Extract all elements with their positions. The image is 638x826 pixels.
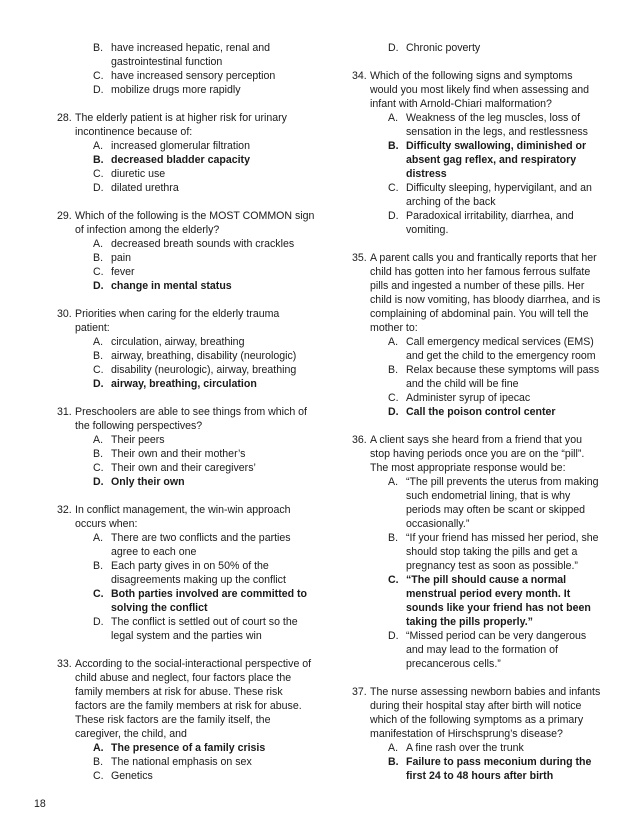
answer-option: [388, 209, 602, 237]
option-letter: D.: [93, 280, 104, 292]
question-number: 37.: [352, 686, 367, 698]
answer-option: [93, 237, 315, 251]
answer-option-correct: [93, 741, 315, 755]
option-text: circulation, airway, breathing: [111, 336, 245, 348]
question-stem: [352, 685, 602, 741]
option-text: Each party gives in on 50% of the disagreements making up the conflict: [111, 560, 286, 586]
question-text: A parent calls you and frantically reports that her child has gotten into her famous ferrous sulfate pills and ingested a number of these pills. Her child is now vomiting, has bloody diarrhea, and is complaining of abdominal pain. You will tell the mother to:: [370, 252, 601, 334]
option-text: pain: [111, 252, 132, 264]
question-block: [57, 503, 315, 643]
question-number: 32.: [57, 504, 72, 516]
answer-option: [388, 531, 602, 573]
option-text: Genetics: [111, 770, 153, 782]
answer-option: [93, 769, 315, 783]
option-text: Their peers: [111, 434, 165, 446]
option-letter: A.: [93, 434, 104, 446]
question-text: The elderly patient is at higher risk for urinary incontinence because of:: [75, 112, 287, 138]
question-block: [57, 405, 315, 489]
answer-option: [388, 475, 602, 531]
option-letter: C.: [388, 182, 399, 194]
option-letter: C.: [93, 770, 104, 782]
option-letter: A.: [388, 112, 399, 124]
answer-option: [93, 615, 315, 643]
option-text: Their own and their caregivers’: [111, 462, 256, 474]
option-text: Administer syrup of ipecac: [406, 392, 531, 404]
option-letter: B.: [93, 252, 104, 264]
answer-option: [93, 69, 315, 83]
option-letter: B.: [93, 756, 104, 768]
left-column: [57, 41, 315, 797]
option-text: There are two conflicts and the parties agree to each one: [111, 532, 291, 558]
option-text: increased glomerular filtration: [111, 140, 250, 152]
answer-option: [93, 461, 315, 475]
option-letter: B.: [93, 350, 104, 362]
option-text: The national emphasis on sex: [111, 756, 252, 768]
answer-option: [388, 181, 602, 209]
answer-option: [93, 335, 315, 349]
option-letter: A.: [388, 476, 399, 488]
answer-option: [93, 181, 315, 195]
answer-option-correct: [388, 573, 602, 629]
question-stem: [57, 503, 315, 531]
question-stem: [57, 657, 315, 741]
option-letter: D.: [93, 616, 104, 628]
question-block: [352, 69, 602, 237]
question-number: 35.: [352, 252, 367, 264]
answer-option: [93, 167, 315, 181]
question-text: Which of the following is the MOST COMMON sign of infection among the elderly?: [75, 210, 315, 236]
option-text: Difficulty swallowing, diminished or absent gag reflex, and respiratory distress: [406, 140, 587, 180]
answer-option: [93, 531, 315, 559]
option-letter: C.: [93, 462, 104, 474]
option-text: fever: [111, 266, 135, 278]
option-letter: C.: [93, 70, 104, 82]
option-text: Call the poison control center: [406, 406, 556, 418]
question-block: [57, 657, 315, 783]
option-letter: B.: [388, 140, 399, 152]
option-letter: B.: [388, 364, 399, 376]
option-text: The conflict is settled out of court so the legal system and the parties win: [111, 616, 298, 642]
answer-option-correct: [93, 475, 315, 489]
question-block: [352, 685, 602, 783]
answer-option: [93, 251, 315, 265]
answer-option: [388, 629, 602, 671]
option-letter: B.: [93, 560, 104, 572]
answer-option: [388, 111, 602, 139]
answer-option: [93, 755, 315, 769]
option-text: have increased hepatic, renal and gastrointestinal function: [111, 42, 271, 68]
answer-option: [93, 139, 315, 153]
option-letter: D.: [93, 378, 104, 390]
option-letter: B.: [93, 154, 104, 166]
option-letter: D.: [93, 84, 104, 96]
option-letter: D.: [388, 210, 399, 222]
option-text: Call emergency medical services (EMS) and get the child to the emergency room: [406, 336, 596, 362]
question-text: According to the social-interactional perspective of child abuse and neglect, four factors place the family members at risk for abuse. These risk factors are the family members at risk for abuse. These risk factors are the family itself, the caregiver, the child, and: [75, 658, 312, 740]
question-stem: [352, 251, 602, 335]
question-number: 33.: [57, 658, 72, 670]
option-text: airway, breathing, disability (neurologic): [111, 350, 297, 362]
page-number: 18: [34, 798, 46, 810]
question-number: 28.: [57, 112, 72, 124]
question-text: Which of the following signs and symptoms would you most likely find when assessing and infant with Arnold-Chiari malformation?: [370, 70, 590, 110]
question-stem: [57, 307, 315, 335]
question-block: [57, 307, 315, 391]
option-letter: C.: [93, 588, 104, 600]
option-text: decreased breath sounds with crackles: [111, 238, 295, 250]
answer-option-correct: [388, 755, 602, 783]
question-stem: [57, 405, 315, 433]
question-number: 34.: [352, 70, 367, 82]
option-letter: B.: [388, 532, 399, 544]
option-letter: C.: [93, 364, 104, 376]
option-letter: B.: [93, 448, 104, 460]
option-letter: A.: [93, 742, 104, 754]
option-text: “Missed period can be very dangerous and may lead to the formation of precancerous cells.”: [406, 630, 587, 670]
option-text: The presence of a family crisis: [111, 742, 266, 754]
answer-option: [93, 349, 315, 363]
option-letter: D.: [93, 476, 104, 488]
option-text: have increased sensory perception: [111, 70, 276, 82]
question-stem: [352, 69, 602, 111]
option-text: Paradoxical irritability, diarrhea, and vomiting.: [406, 210, 574, 236]
question-text: Priorities when caring for the elderly trauma patient:: [75, 308, 280, 334]
option-text: “If your friend has missed her period, she should stop taking the pills and get a pregnancy test as soon as possible.”: [406, 532, 599, 572]
option-text: Difficulty sleeping, hypervigilant, and an arching of the back: [406, 182, 592, 208]
option-text: A fine rash over the trunk: [406, 742, 524, 754]
answer-option: [93, 559, 315, 587]
answer-option-correct: [388, 405, 602, 419]
question-number: 30.: [57, 308, 72, 320]
question-block: [352, 251, 602, 419]
answer-option: [93, 447, 315, 461]
option-text: airway, breathing, circulation: [111, 378, 257, 390]
option-letter: B.: [388, 756, 399, 768]
option-text: dilated urethra: [111, 182, 179, 194]
question-text: Preschoolers are able to see things from which of the following perspectives?: [75, 406, 308, 432]
option-text: change in mental status: [111, 280, 232, 292]
question-stem: [57, 209, 315, 237]
option-text: Failure to pass meconium during the first 24 to 48 hours after birth: [406, 756, 592, 782]
question-block: [57, 209, 315, 293]
option-text: Both parties involved are committed to solving the conflict: [111, 588, 308, 614]
question-block: [352, 41, 602, 55]
question-stem: [352, 433, 602, 475]
question-number: 29.: [57, 210, 72, 222]
option-letter: A.: [388, 742, 399, 754]
right-column: [352, 41, 602, 797]
option-text: Weakness of the leg muscles, loss of sensation in the legs, and restlessness: [406, 112, 588, 138]
question-block: [57, 41, 315, 97]
option-letter: C.: [388, 392, 399, 404]
option-letter: B.: [93, 42, 104, 54]
question-block: [352, 433, 602, 671]
question-number: 31.: [57, 406, 72, 418]
answer-option: [388, 363, 602, 391]
answer-option-correct: [93, 153, 315, 167]
option-text: Relax because these symptoms will pass and the child will be fine: [406, 364, 600, 390]
answer-option-correct: [93, 377, 315, 391]
answer-option-correct: [93, 279, 315, 293]
answer-option: [93, 41, 315, 69]
option-text: “The pill prevents the uterus from making such endometrial lining, that is why periods may often be scant or skipped occasionally.”: [406, 476, 599, 530]
answer-option-correct: [93, 587, 315, 615]
option-letter: A.: [93, 336, 104, 348]
option-letter: C.: [93, 168, 104, 180]
question-text: In conflict management, the win-win approach occurs when:: [75, 504, 291, 530]
option-letter: A.: [93, 532, 104, 544]
answer-option: [93, 433, 315, 447]
question-stem: [57, 111, 315, 139]
answer-option: [388, 391, 602, 405]
option-letter: D.: [388, 406, 399, 418]
option-text: Chronic poverty: [406, 42, 481, 54]
option-text: diuretic use: [111, 168, 166, 180]
option-letter: C.: [93, 266, 104, 278]
answer-option-correct: [388, 139, 602, 181]
option-text: Only their own: [111, 476, 185, 488]
option-letter: A.: [388, 336, 399, 348]
option-letter: D.: [388, 42, 399, 54]
question-text: The nurse assessing newborn babies and infants during their hospital stay after birth will notice which of the following symptoms as a primary manifestation of Hirschsprung’s disease?: [370, 686, 601, 740]
answer-option: [388, 41, 602, 55]
answer-option: [388, 741, 602, 755]
answer-option: [93, 83, 315, 97]
option-text: “The pill should cause a normal menstrual period every month. It sounds like your friend has not been taking the pills properly.”: [406, 574, 591, 628]
question-text: A client says she heard from a friend that you stop having periods once you are on the “pill”. The most appropriate response would be:: [370, 434, 585, 474]
option-text: mobilize drugs more rapidly: [111, 84, 241, 96]
answer-option: [93, 363, 315, 377]
option-letter: D.: [388, 630, 399, 642]
option-letter: A.: [93, 238, 104, 250]
question-block: [57, 111, 315, 195]
option-text: Their own and their mother’s: [111, 448, 246, 460]
question-number: 36.: [352, 434, 367, 446]
answer-option: [93, 265, 315, 279]
option-letter: C.: [388, 574, 399, 586]
answer-option: [388, 335, 602, 363]
option-letter: A.: [93, 140, 104, 152]
option-letter: D.: [93, 182, 104, 194]
option-text: decreased bladder capacity: [111, 154, 250, 166]
option-text: disability (neurologic), airway, breathing: [111, 364, 297, 376]
